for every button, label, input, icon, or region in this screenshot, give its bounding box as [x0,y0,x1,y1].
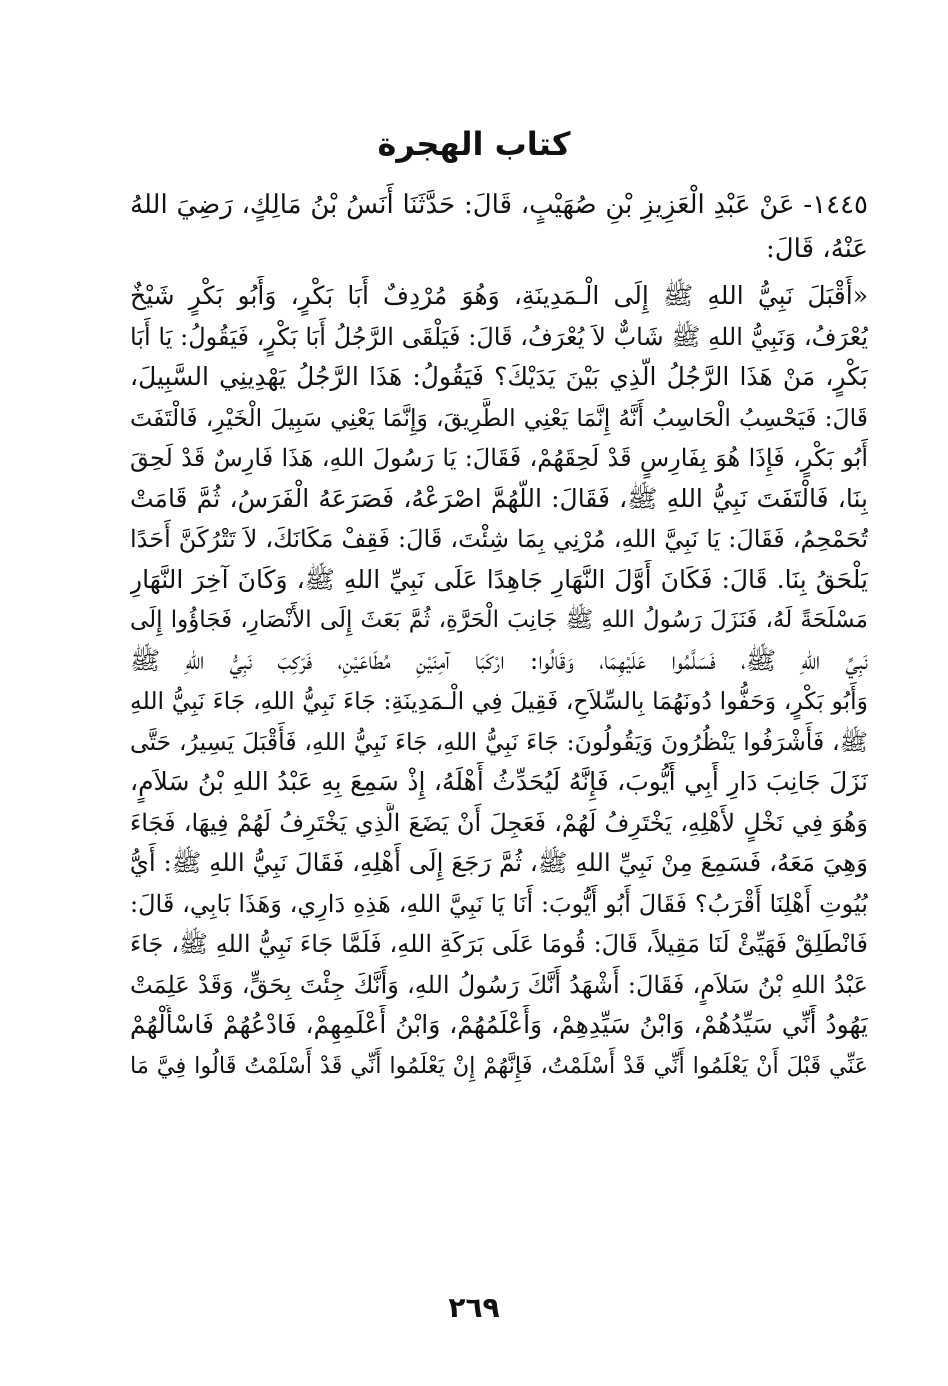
hadith-line: قَالَ: فَيَحْسِبُ الْحَاسِبُ أَنَّهُ إِنَّمَا يَعْنِي الطَّرِيقَ، وَإِنَّمَا يَعْنِي سَبِيلَ الْخَيْرِ، فَالْتَفَتَ [130,403,868,432]
hadith-header: ١٤٤٥- عَنْ عَبْدِ الْعَزِيزِ بْنِ صُهَيْبٍ، قَالَ: حَدَّثَنَا أَنَسُ بْنُ مَالِكٍ، رَضِيَ اللهُ عَنْهُ، قَالَ: [130,190,868,264]
hadith-line: وَهِيَ مَعَهُ، فَسَمِعَ مِنْ نَبِيِّ اللهِ ﷺ، ثُمَّ رَجَعَ إِلَى أَهْلِهِ، فَقَالَ نَبِيُّ اللهِ ﷺ: أَيُّ [130,848,868,877]
hadith-line: عَنِّي قَبْلَ أَنْ يَعْلَمُوا أَنِّي قَدْ أَسْلَمْتُ، فَإِنَّهُمْ إِنْ يَعْلَمُوا أَنِّي قَدْ أَسْلَمْتُ قَالُوا فِيَّ مَا [130,1052,868,1079]
hadith-body [130,276,868,1086]
hadith-line: يَهُودُ أَنِّي سَيِّدُهُمْ، وَابْنُ سَيِّدِهِمْ، وَأَعْلَمُهُمْ، وَابْنُ أَعْلَمِهِمْ، فَادْعُهُمْ فَاسْأَلْهُمْ [130,1010,868,1039]
hadith-line: «أَقْبَلَ نَبِيُّ اللهِ ﷺ إِلَى الْـمَدِينَةِ، وَهُوَ مُرْدِفٌ أَبَا بَكْرٍ، وَأَبُو بَكْرٍ شَيْخٌ [130,281,868,310]
hadith-line: نَبِيِّ اللهِ ﷺ، فَسَلَّمُوا عَلَيْهِمَا، وَقَالُوا: ارْكَبَا آمِنَيْنِ مُطَاعَيْنِ، فَرَكِبَ نَبِيُّ اللهِ ﷺ [130,645,868,675]
hadith-line: أَبُو بَكْرٍ، فَإِذَا هُوَ بِفَارِسٍ قَدْ لَحِقَهُمْ، فَقَالَ: يَا رَسُولَ اللهِ، هَذَا فَارِسٌ قَدْ لَحِقَ [130,444,868,472]
hadith-line: مَسْلَحَةً لَهُ، فَنَزَلَ رَسُولُ اللهِ ﷺ جَانِبَ الْحَرَّةِ، ثُمَّ بَعَثَ إِلَى الأَنْصَارِ، فَجَاؤُوا إِلَى [130,607,868,633]
hadith-line: تُحَمْحِمُ، فَقَالَ: يَا نَبِيَّ اللهِ، مُرْنِي بِمَا شِئْتَ، قَالَ: فَقِفْ مَكَانَكَ، لاَ تَتْرُكَنَّ أَحَدًا [130,525,868,553]
hadith-line: بُيُوتِ أَهْلِنَا أَقْرَبُ؟ فَقَالَ أَبُو أَيُّوبَ: أَنَا يَا نَبِيَّ اللهِ، هَذِهِ دَارِي، وَهَذَا بَابِي، قَالَ: [130,889,868,918]
hadith-line: فَانْطَلِقْ فَهَيِّئْ لَنَا مَقِيلاً، قَالَ: قُومَا عَلَى بَرَكَةِ اللهِ، فَلَمَّا جَاءَ نَبِيُّ اللهِ ﷺ، جَاءَ [130,930,868,958]
hadith-line: بَكْرٍ، مَنْ هَذَا الرَّجُلُ الَّذِي بَيْنَ يَدَيْكَ؟ فَيَقُولُ: هَذَا الرَّجُلُ يَهْدِينِي السَّبِيلَ، [130,362,868,391]
hadith-line: ﷺ، فَأَشْرَفُوا يَنْظُرُونَ وَيَقُولُونَ: جَاءَ نَبِيُّ اللهِ، جَاءَ نَبِيُّ اللهِ، فَأَقْبَلَ يَسِيرُ، حَتَّى [130,727,868,756]
hadith-line: وَهُوَ فِي نَخْلٍ لأَهْلِهِ، يَخْتَرِفُ لَهُمْ، فَعَجِلَ أَنْ يَضَعَ الَّذِي يَخْتَرِفُ لَهُمْ فِيهَا، فَجَاءَ [130,808,868,837]
chapter-title: كتاب الهجرة [377,125,571,163]
hadith-line: يُعْرَفُ، وَنَبِيُّ اللهِ ﷺ شَابٌّ لاَ يُعْرَفُ، قَالَ: فَيَلْقَى الرَّجُلُ أَبَا بَكْرٍ، فَيَقُولُ: يَا أَبَا [130,322,868,351]
hadith-line: نَزَلَ جَانِبَ دَارِ أَبِي أَيُّوبَ، فَإِنَّهُ لَيُحَدِّثُ أَهْلَهُ، إِذْ سَمِعَ بِهِ عَبْدُ اللهِ بْنُ سَلاَمٍ، [130,767,868,796]
hadith-line: وَأَبُو بَكْرٍ، وَحَفُّوا دُونَهُمَا بِالسِّلاَحِ، فَقِيلَ فِي الْـمَدِينَةِ: جَاءَ نَبِيُّ اللهِ، جَاءَ نَبِيُّ اللهِ [130,687,868,715]
hadith-line: يَلْحَقُ بِنَا. قَالَ: فَكَانَ أَوَّلَ النَّهَارِ جَاهِدًا عَلَى نَبِيِّ اللهِ ﷺ، وَكَانَ آخِرَ النَّهَارِ [130,564,868,594]
page-number: ٢٦٩ [448,1291,500,1324]
hadith-line: بِنَا، فَالْتَفَتَ نَبِيُّ اللهِ ﷺ، فَقَالَ: اللَّهُمَّ اصْرَعْهُ، فَصَرَعَهُ الْفَرَسُ، ثُمَّ قَامَتْ [130,483,868,513]
hadith-line: عَبْدُ اللهِ بْنُ سَلاَمٍ، فَقَالَ: أَشْهَدُ أَنَّكَ رَسُولُ اللهِ، وَأَنَّكَ جِئْتَ بِحَقٍّ، وَقَدْ عَلِمَتْ [130,970,868,999]
